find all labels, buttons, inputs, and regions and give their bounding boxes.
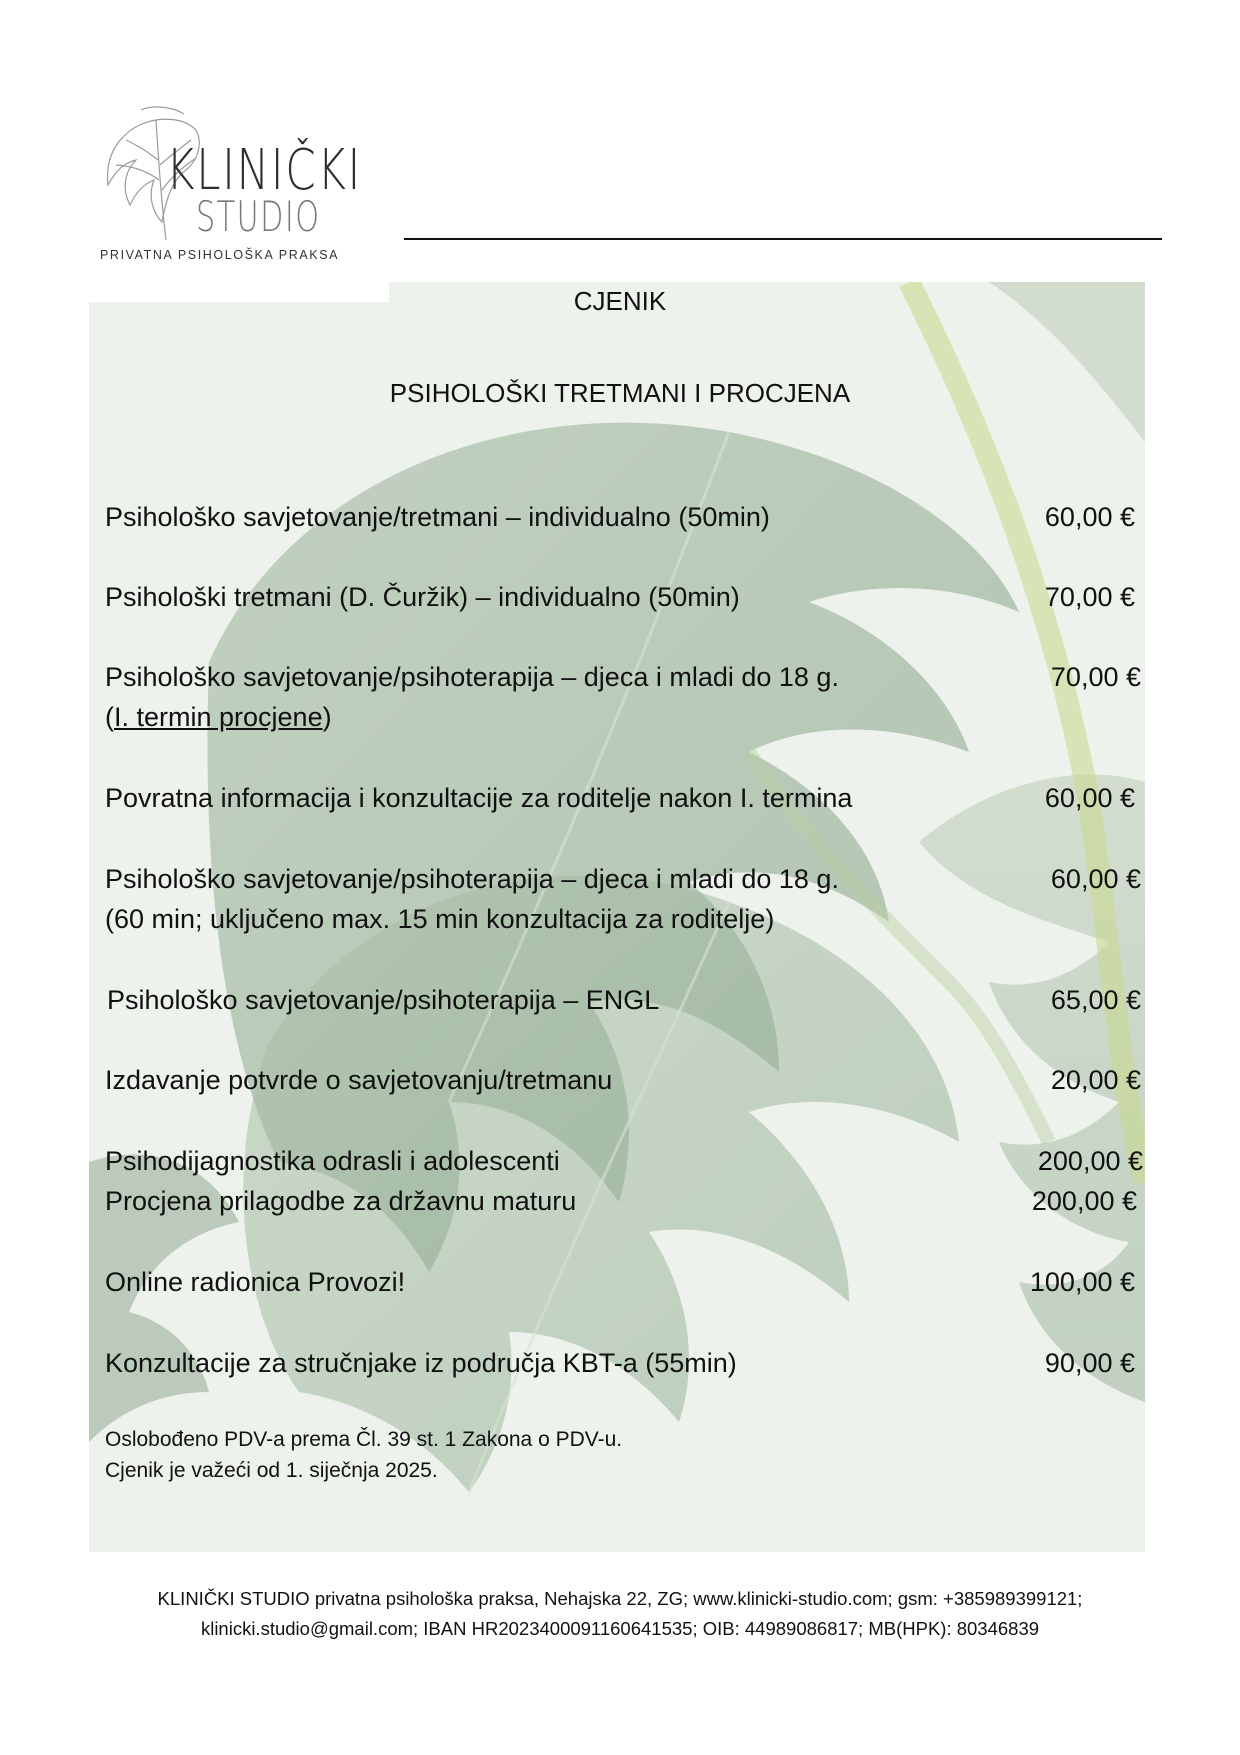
price-item-name: Psihološko savjetovanje/psihoterapija – djeca i mladi do 18 g. (105, 864, 839, 894)
price-item-price: 200,00 € (1031, 1186, 1137, 1216)
price-item-note: (I. termin procjene) (105, 702, 332, 732)
price-item-note: (60 min; uključeno max. 15 min konzultacija za roditelje) (105, 904, 775, 934)
price-item-name: Izdavanje potvrde o savjetovanju/tretmanu (105, 1065, 613, 1095)
price-item (105, 657, 1141, 737)
price-item (105, 577, 1135, 617)
price-item (105, 1141, 1143, 1181)
price-item-price: 60,00 € (1044, 502, 1135, 532)
price-item-price: 20,00 € (1050, 1065, 1141, 1095)
price-item (105, 778, 1135, 818)
validity-note: Cjenik je važeći od 1. siječnja 2025. (105, 1459, 438, 1482)
underlined-text: I. termin procjene (114, 702, 323, 732)
price-item-price: 200,00 € (1037, 1146, 1143, 1176)
price-item-name: Psihološko savjetovanje/psihoterapija – djeca i mladi do 18 g. (105, 662, 839, 692)
price-item (107, 980, 1141, 1020)
price-item-name: Procjena prilagodbe za državnu maturu (105, 1186, 577, 1216)
price-item-price: 90,00 € (1044, 1348, 1135, 1378)
price-item-name: Psihološko savjetovanje/tretmani – individualno (50min) (105, 502, 770, 532)
price-item-price: 70,00 € (1044, 582, 1135, 612)
price-item-name: Psihodijagnostika odrasli i adolescenti (105, 1146, 560, 1176)
price-item-name: Povratna informacija i konzultacije za roditelje nakon I. termina (105, 783, 853, 813)
price-item (105, 1343, 1135, 1383)
price-item (105, 497, 1135, 537)
price-item-price: 70,00 € (1050, 662, 1141, 692)
price-item-name: Psihološko savjetovanje/psihoterapija – ENGL (107, 985, 660, 1015)
page-title: CJENIK (573, 286, 667, 316)
logo-word-studio: STUDIO (196, 192, 321, 241)
price-item-name: Psihološki tretmani (D. Čuržik) – individualno (50min) (105, 582, 740, 612)
section-title: PSIHOLOŠKI TRETMANI I PROCJENA (389, 378, 851, 408)
price-item-price: 100,00 € (1029, 1267, 1135, 1297)
vat-note: Oslobođeno PDV-a prema Čl. 39 st. 1 Zakona o PDV-u. (105, 1428, 623, 1451)
footer (0, 1584, 1240, 1644)
footer-line-2: klinicki.studio@gmail.com; IBAN HR2023400091160641535; OIB: 44989086817; MB(HPK): 80346839 (200, 1618, 1040, 1639)
price-item (105, 859, 1141, 939)
price-item (105, 1262, 1135, 1302)
price-item-price: 65,00 € (1050, 985, 1141, 1015)
footer-line-1: KLINIČKI STUDIO privatna psihološka praksa, Nehajska 22, ZG; www.klinicki-studio.com; gsm: +385989399121; (157, 1588, 1083, 1609)
price-item (105, 1181, 1135, 1221)
price-item-price: 60,00 € (1044, 783, 1135, 813)
logo-word-klinicki: KLINIČKI (166, 138, 362, 203)
price-item-name: Online radionica Provozi! (105, 1267, 406, 1297)
logo-tagline: PRIVATNA PSIHOLOŠKA PRAKSA (100, 248, 340, 262)
price-item (105, 1060, 1141, 1100)
price-item-price: 60,00 € (1050, 864, 1141, 894)
price-item-name: Konzultacije za stručnjake iz područja KBT-a (55min) (105, 1348, 737, 1378)
